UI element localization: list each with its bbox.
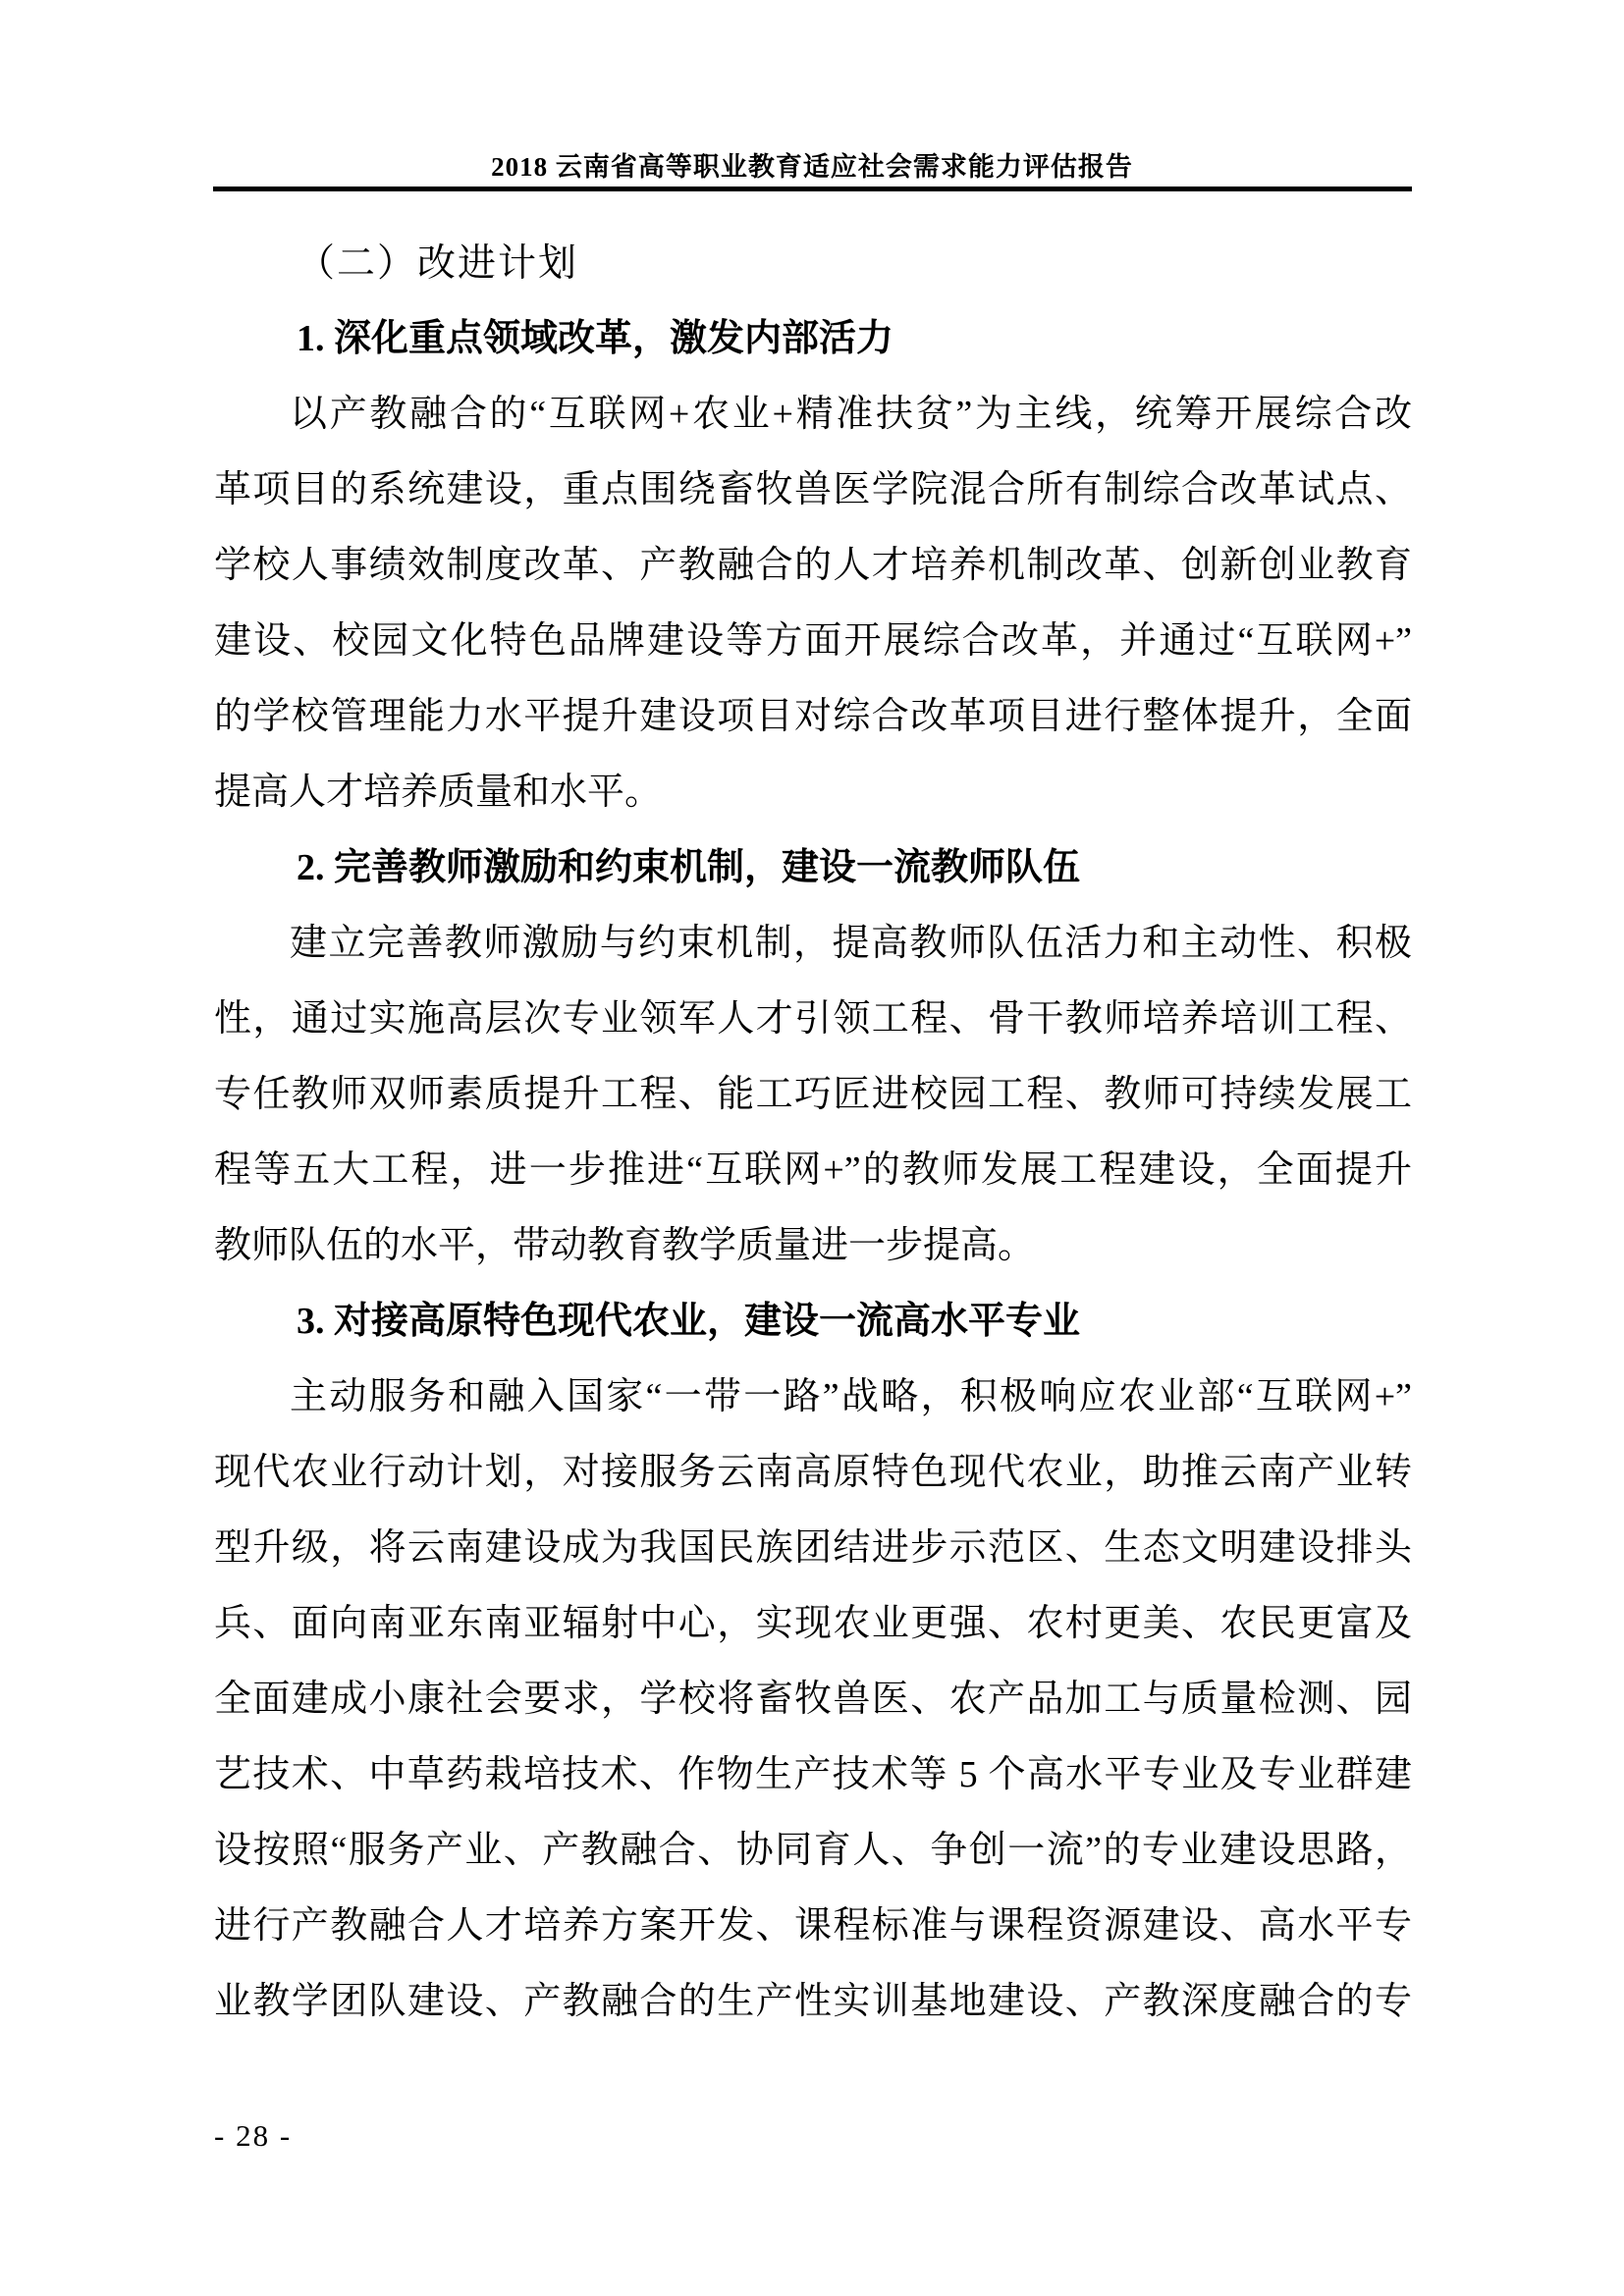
paragraph-1-line-5: 的学校管理能力水平提升建设项目对综合改革项目进行整体提升，全面 (214, 696, 1412, 737)
section-heading: （二）改进计划 (297, 242, 579, 285)
header-rule (213, 187, 1412, 191)
paragraph-3-line-2: 现代农业行动计划，对接服务云南高原特色现代农业，助推云南产业转 (214, 1452, 1412, 1493)
paragraph-1-line-6: 提高人才培养质量和水平。 (214, 772, 663, 813)
paragraph-2-line-1: 建立完善教师激励与约束机制，提高教师队伍活力和主动性、积极 (290, 923, 1412, 964)
document-body (214, 226, 1412, 2040)
paragraph-1-line-4: 建设、校园文化特色品牌建设等方面开展综合改革，并通过“互联网+” (214, 620, 1412, 662)
paragraph-2-line-4: 程等五大工程，进一步推进“互联网+”的教师发展工程建设，全面提升 (214, 1149, 1412, 1191)
paragraph-3-line-7: 设按照“服务产业、产教融合、协同育人、争创一流”的专业建设思路， (214, 1830, 1412, 1871)
paragraph-3-line-4: 兵、面向南亚东南亚辐射中心，实现农业更强、农村更美、农民更富及 (214, 1603, 1412, 1644)
paragraph-3-line-9: 业教学团队建设、产教融合的生产性实训基地建设、产教深度融合的专 (214, 1981, 1412, 2022)
subsection-heading-3: 3. 对接高原特色现代农业，建设一流高水平专业 (297, 1301, 1081, 1342)
paragraph-2-line-3: 专任教师双师素质提升工程、能工巧匠进校园工程、教师可持续发展工 (214, 1074, 1412, 1115)
paragraph-2-line-2: 性，通过实施高层次专业领军人才引领工程、骨干教师培养培训工程、 (214, 998, 1412, 1040)
paragraph-3-line-8: 进行产教融合人才培养方案开发、课程标准与课程资源建设、高水平专 (214, 1905, 1412, 1947)
paragraph-3-line-6: 艺技术、中草药栽培技术、作物生产技术等 5 个高水平专业及专业群建 (214, 1754, 1412, 1795)
paragraph-1-line-3: 学校人事绩效制度改革、产教融合的人才培养机制改革、创新创业教育 (214, 545, 1412, 586)
subsection-heading-1: 1. 深化重点领域改革，激发内部活力 (297, 318, 894, 359)
paragraph-3-line-1: 主动服务和融入国家“一带一路”战略，积极响应农业部“互联网+” (290, 1376, 1412, 1417)
subsection-heading-2: 2. 完善教师激励和约束机制，建设一流教师队伍 (297, 847, 1081, 888)
page-number: - 28 - (214, 2118, 293, 2153)
paragraph-3-line-3: 型升级，将云南建设成为我国民族团结进步示范区、生态文明建设排头 (214, 1527, 1412, 1569)
paragraph-3-line-5: 全面建成小康社会要求，学校将畜牧兽医、农产品加工与质量检测、园 (214, 1679, 1412, 1720)
report-header-title: 2018 云南省高等职业教育适应社会需求能力评估报告 (491, 152, 1133, 182)
paragraph-1-line-1: 以产教融合的“互联网+农业+精准扶贫”为主线，统筹开展综合改 (290, 394, 1412, 435)
paragraph-2-line-5: 教师队伍的水平，带动教育教学质量进一步提高。 (214, 1225, 1036, 1266)
paragraph-1-line-2: 革项目的系统建设，重点围绕畜牧兽医学院混合所有制综合改革试点、 (214, 469, 1412, 510)
